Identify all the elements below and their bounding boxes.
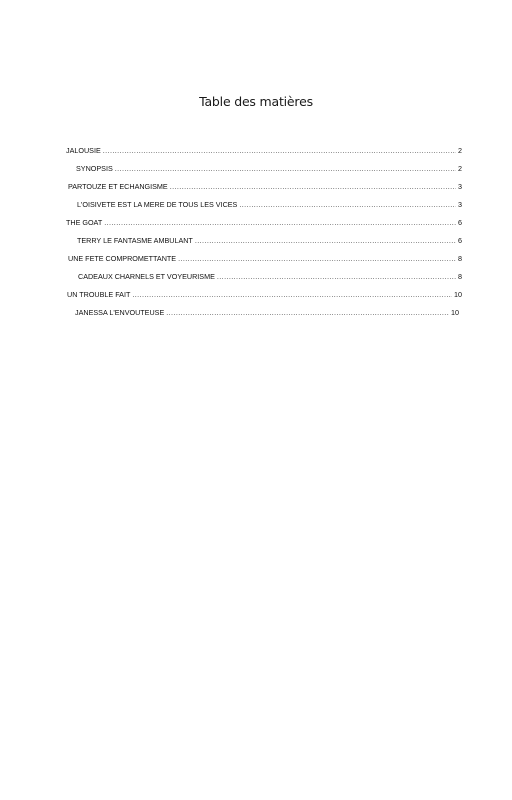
toc-leader-dots <box>132 290 452 300</box>
toc-leader-dots <box>104 218 456 228</box>
toc-leader-dots <box>195 236 456 246</box>
toc-entry-page-number: 6 <box>458 236 462 245</box>
toc-entry[interactable] <box>77 200 462 210</box>
toc-entry-label: SYNOPSIS <box>76 164 113 173</box>
toc-entry[interactable] <box>68 254 462 264</box>
toc-entry-page-number: 6 <box>458 218 462 227</box>
toc-entry-label: UN TROUBLE FAIT <box>67 290 131 299</box>
toc-entry-page-number: 2 <box>458 164 462 173</box>
toc-entry-label: L'OISIVETE EST LA MERE DE TOUS LES VICES <box>77 200 238 209</box>
toc-entry-page-number: 3 <box>458 200 462 209</box>
toc-entry[interactable] <box>78 272 462 282</box>
toc-entry-page-number: 10 <box>451 308 459 317</box>
toc-entry-label: JALOUSIE <box>66 146 101 155</box>
toc-entry[interactable] <box>77 236 462 246</box>
toc-title: Table des matières <box>199 94 313 109</box>
toc-leader-dots <box>178 254 456 264</box>
toc-entry-label: THE GOAT <box>66 218 103 227</box>
toc-entry[interactable] <box>67 290 462 300</box>
toc-leader-dots <box>170 182 456 192</box>
toc-entry[interactable] <box>76 164 462 174</box>
toc-entry-label: TERRY LE FANTASME AMBULANT <box>77 236 193 245</box>
toc-leader-dots <box>103 146 456 156</box>
toc-entry-label: PARTOUZE ET ECHANGISME <box>68 182 168 191</box>
toc-leader-dots <box>166 308 449 318</box>
toc-entry-label: JANESSA L'ENVOUTEUSE <box>75 308 165 317</box>
toc-entry-page-number: 8 <box>458 254 462 263</box>
toc-leader-dots <box>217 272 456 282</box>
toc-entry[interactable] <box>66 146 462 156</box>
toc-leader-dots <box>115 164 456 174</box>
toc-entry-page-number: 8 <box>458 272 462 281</box>
toc-entry-label: CADEAUX CHARNELS ET VOYEURISME <box>78 272 215 281</box>
toc-entry[interactable] <box>66 218 462 228</box>
toc-leader-dots <box>239 200 456 210</box>
toc-entry-label: UNE FETE COMPROMETTANTE <box>68 254 177 263</box>
toc-entry[interactable] <box>68 182 462 192</box>
toc-entry-page-number: 10 <box>454 290 462 299</box>
toc-entry-page-number: 2 <box>458 146 462 155</box>
toc-entry-page-number: 3 <box>458 182 462 191</box>
toc-entry[interactable] <box>75 308 459 318</box>
